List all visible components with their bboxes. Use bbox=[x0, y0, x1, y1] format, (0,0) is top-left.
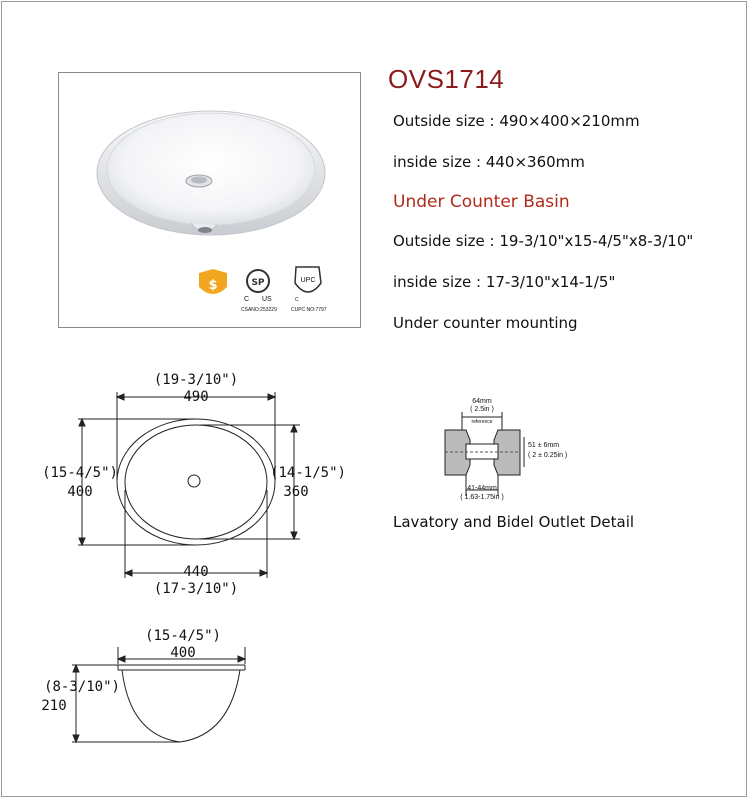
outlet-bottom-mm: 41-44mm bbox=[467, 485, 497, 492]
mounting-type: Under counter mounting bbox=[393, 314, 578, 332]
cupc-c-label: C bbox=[295, 297, 299, 303]
outside-size-mm: Outside size : 490×400×210mm bbox=[393, 112, 640, 130]
csa-number: CSANO:253229 bbox=[241, 307, 277, 313]
svg-text:$: $ bbox=[208, 278, 218, 293]
side-width-in: (15-4/5") bbox=[145, 628, 221, 644]
outer-width-in: (19-3/10") bbox=[153, 372, 239, 388]
outlet-right-mm: 51 ± 6mm bbox=[528, 442, 560, 449]
csa-us-label: US bbox=[262, 296, 272, 303]
side-width-mm: 400 bbox=[170, 645, 196, 661]
cupc-letters: UPC bbox=[300, 277, 316, 284]
side-height-mm: 210 bbox=[41, 698, 67, 714]
svg-text:SP: SP bbox=[251, 278, 265, 288]
inner-depth-mm: 360 bbox=[283, 484, 309, 500]
inside-size-mm: inside size : 440×360mm bbox=[393, 153, 585, 171]
inner-depth-in: (14-1/5") bbox=[270, 465, 346, 481]
outer-depth-in: (15-4/5") bbox=[42, 465, 118, 481]
inner-width-mm: 440 bbox=[183, 564, 209, 580]
csa-c-label: C bbox=[244, 296, 250, 303]
outlet-right-in: ( 2 ± 0.25in ) bbox=[528, 452, 568, 459]
model-number: OVS1714 bbox=[388, 64, 505, 94]
side-height-in: (8-3/10") bbox=[44, 679, 120, 695]
outlet-top-mm: 64mm bbox=[472, 398, 492, 405]
cupc-number: CUPC NO:7797 bbox=[291, 307, 327, 313]
outlet-top-in: ( 2.5in ) bbox=[470, 406, 494, 413]
inside-size-in: inside size : 17-3/10"x14-1/5" bbox=[393, 273, 616, 291]
inner-width-in: (17-3/10") bbox=[153, 581, 239, 597]
outlet-detail-caption: Lavatory and Bidel Outlet Detail bbox=[393, 513, 635, 531]
outside-size-in: Outside size : 19-3/10"x15-4/5"x8-3/10" bbox=[393, 232, 694, 250]
outlet-bottom-in: ( 1.63-1.75in ) bbox=[460, 494, 504, 501]
outer-depth-mm: 400 bbox=[67, 484, 93, 500]
top-view-drawing bbox=[78, 392, 300, 578]
product-type: Under Counter Basin bbox=[393, 192, 570, 212]
outlet-reference: reference bbox=[471, 419, 493, 425]
outer-width-mm: 490 bbox=[183, 389, 209, 405]
